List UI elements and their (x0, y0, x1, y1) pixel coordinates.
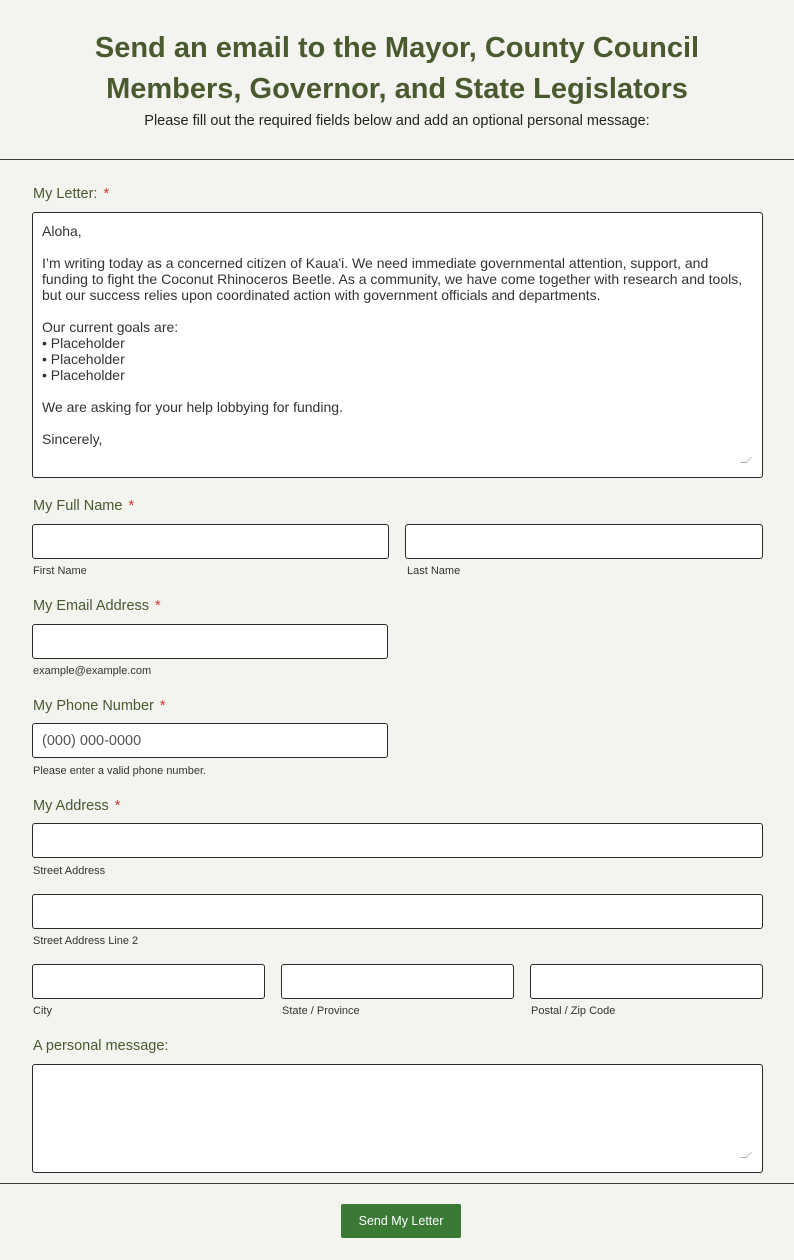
page-subtitle: Please fill out the required fields below and add an optional personal message: (144, 113, 650, 129)
required-mark: * (128, 498, 135, 514)
page-title: Send an email to the Mayor, County Council Members, Governor, and State Legislators (94, 32, 700, 105)
state-input[interactable] (281, 964, 514, 999)
form-header (0, 0, 794, 160)
letter-textarea[interactable]: Aloha, I’m writing today as a concerned citizen of Kaua'i. We need immediate governmental attention, support, and funding to fight the Coconut Rhinoceros Beetle. As a community, we have come together with research and tools, but our success relies upon coordinated action with government officials and departments. Our current goals are: • Placeholder • Placeholder • Placeholder We are asking for your help lobbying for funding. Sincerely, (32, 212, 763, 478)
required-mark: * (103, 186, 110, 202)
state-sublabel: State / Province (282, 1005, 360, 1017)
letter-label-text: My Letter: (33, 186, 98, 202)
required-mark: * (114, 798, 121, 814)
street-address-line2-sublabel: Street Address Line 2 (33, 935, 139, 947)
personal-message-label: A personal message: (33, 1038, 169, 1054)
last-name-input[interactable] (405, 524, 763, 559)
address-label (33, 798, 120, 814)
street-address-sublabel: Street Address (33, 865, 106, 877)
phone-placeholder: (000) 000-0000 (42, 733, 142, 749)
street-address-input[interactable] (32, 823, 763, 858)
phone-sublabel: Please enter a valid phone number. (33, 765, 207, 777)
address-label-text: My Address (33, 798, 109, 814)
phone-label (33, 698, 166, 714)
email-sublabel: example@example.com (33, 665, 152, 677)
required-mark: * (155, 598, 161, 614)
email-label-text: My Email Address (33, 598, 150, 614)
first-name-sublabel: First Name (33, 565, 87, 577)
street-address-line2-input[interactable] (32, 894, 763, 929)
email-label (33, 598, 161, 614)
phone-input[interactable] (32, 723, 388, 758)
city-sublabel: City (33, 1005, 52, 1017)
zip-sublabel: Postal / Zip Code (531, 1005, 616, 1017)
email-input[interactable] (32, 624, 388, 659)
letter-label (33, 186, 109, 202)
city-input[interactable] (32, 964, 265, 999)
first-name-input[interactable] (32, 524, 389, 559)
personal-message-textarea[interactable] (32, 1064, 763, 1173)
phone-label-text: My Phone Number (33, 698, 154, 714)
required-mark: * (159, 698, 166, 714)
zip-input[interactable] (530, 964, 763, 999)
full-name-label (33, 498, 134, 514)
send-letter-button[interactable]: Send My Letter (341, 1204, 461, 1238)
full-name-label-text: My Full Name (33, 498, 123, 514)
last-name-sublabel: Last Name (407, 565, 461, 577)
footer-divider (0, 1183, 794, 1184)
